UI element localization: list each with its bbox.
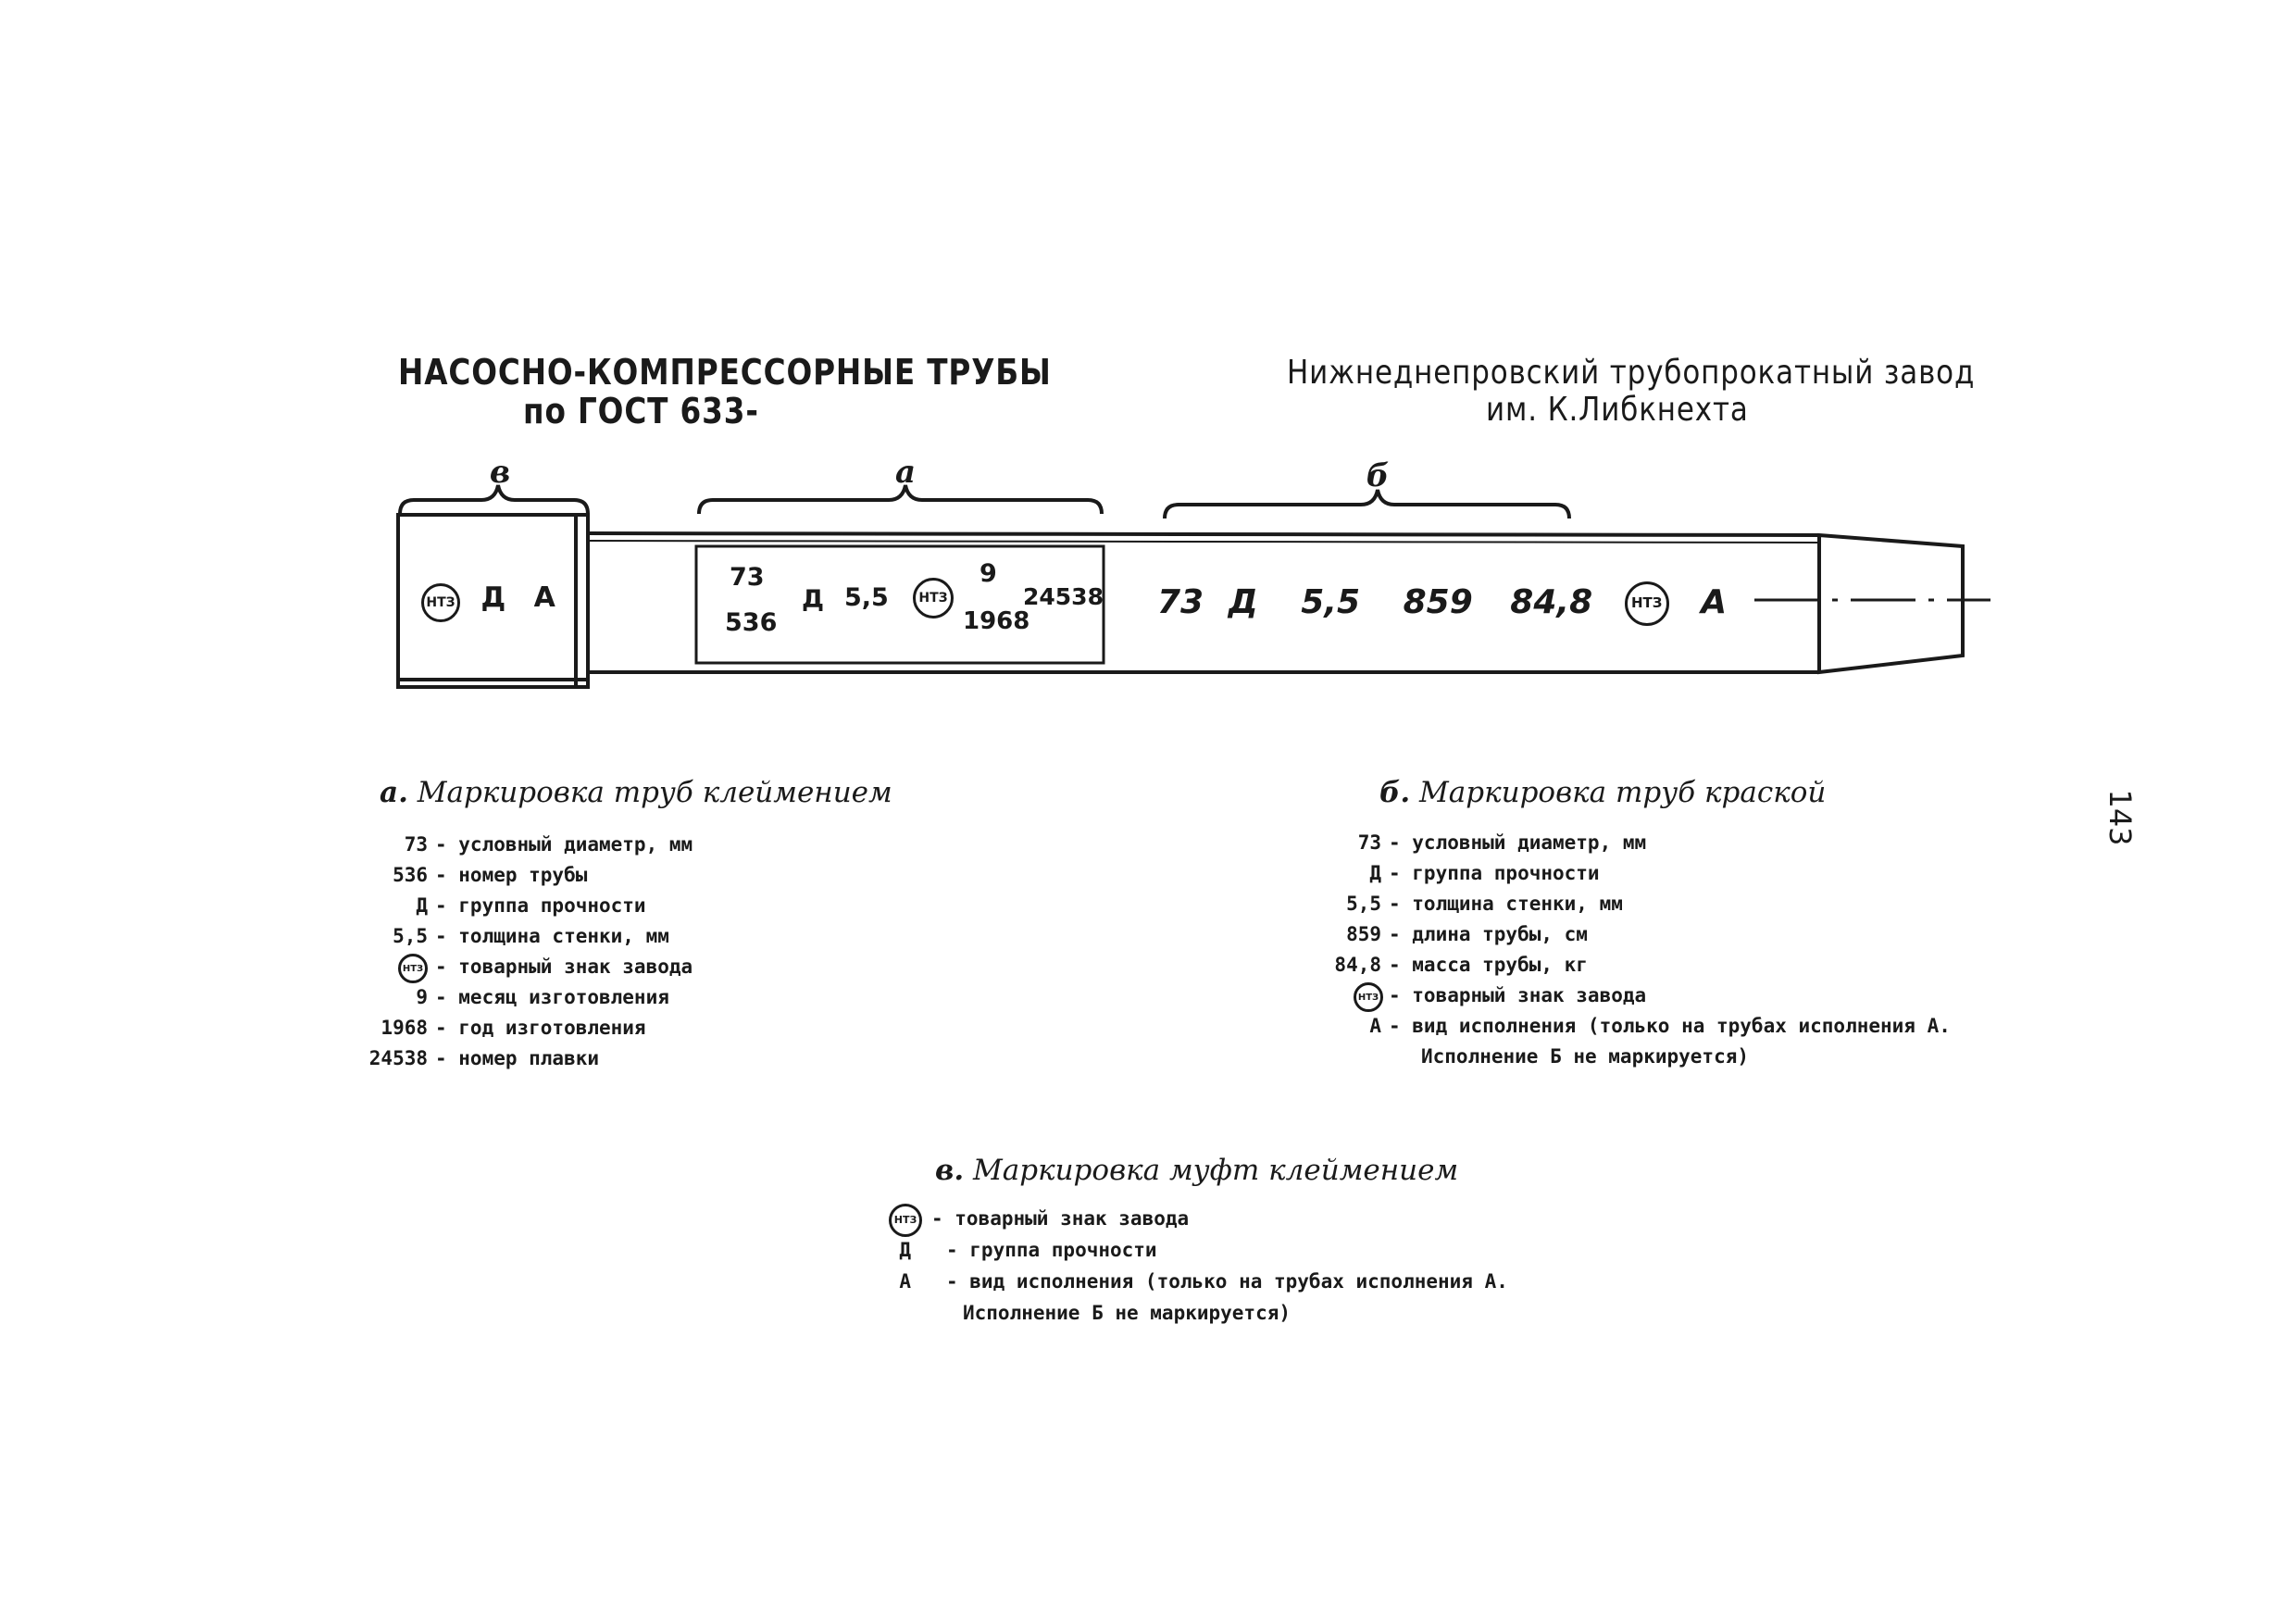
section-b-title-text: Маркировка труб краской [1419, 776, 1827, 809]
paint-group: Д [1228, 583, 1258, 621]
pipe-end-taper [1819, 535, 1963, 672]
stamp-month: 9 [980, 559, 997, 588]
section-a-title [380, 776, 892, 809]
coupling-marks [421, 581, 555, 622]
plant-logo-icon: НТЗ [1625, 581, 1669, 626]
section-v-letter: в. [935, 1154, 965, 1187]
page-number: 143 [2103, 789, 2138, 846]
section-v-title [935, 1154, 1458, 1187]
product-title-line2: по ГОСТ 633- [523, 391, 759, 431]
section-b-title [1379, 776, 1826, 809]
brace-label-paint: б [1366, 457, 1390, 494]
pipe-top-edge [588, 533, 1819, 535]
plant-logo-icon: НТЗ [421, 583, 460, 622]
stamp-heat: 24538 [1023, 583, 1104, 610]
paint-diameter: 73 [1157, 583, 1204, 621]
section-a-letter: а. [380, 776, 408, 809]
paint-execution: А [1701, 583, 1728, 621]
stamp-wall: 5,5 [844, 583, 889, 612]
plant-name-line1: Нижнеднепровский трубопрокатный завод [1287, 354, 1976, 392]
product-title-line1: НАСОСНО-КОМПРЕССОРНЫЕ ТРУБЫ [398, 352, 1052, 393]
plant-logo-icon: НТЗ [889, 1204, 922, 1237]
paint-length: 859 [1403, 583, 1473, 621]
stamp-group: Д [802, 585, 825, 614]
section-v-legend: НТЗ - товарный знак завода Д - группа прочности А - вид исполнения (только на трубах исполнения А. Исполнение Б не маркируется) [889, 1204, 1592, 1343]
stamp-year: 1968 [963, 607, 1030, 635]
section-b-legend: 73 - условный диаметр, мм Д - группа прочности 5,5 - толщина стенки, мм 859 - длина трубы, см 84,8 - масса трубы, кг НТЗ - товарный знак завода А - вид исполнения (только на трубах исполнения А. Исполнение Б не маркируется) [1334, 831, 1951, 1068]
paint-mass: 84,8 [1510, 583, 1593, 621]
coupling-group: Д [480, 581, 506, 614]
stamp-pipe-number: 536 [725, 608, 778, 637]
brace-label-coupling: в [489, 454, 511, 491]
section-v-title-text: Маркировка муфт клеймением [973, 1154, 1459, 1187]
plant-logo-icon: НТЗ [1354, 982, 1383, 1012]
brace-label-stamp: а [894, 454, 917, 491]
section-b-letter: б. [1379, 776, 1411, 809]
coupling-execution: А [533, 581, 555, 614]
section-a-legend: 73 - условный диаметр, мм 536 - номер трубы Д - группа прочности 5,5 - толщина стенки, мм НТЗ - товарный знак завода 9 - месяц изготовления 1968 - год изготовления 24538 - номер плавки [368, 833, 693, 1069]
plant-logo-icon: НТЗ [398, 954, 428, 983]
section-a-title-text: Маркировка труб клеймением [417, 776, 892, 809]
paint-wall: 5,5 [1301, 583, 1361, 621]
stamp-diameter: 73 [730, 563, 765, 592]
plant-logo-icon: НТЗ [913, 578, 954, 618]
plant-name-line2: им. К.Либкнехта [1486, 391, 1749, 429]
pipe-drawing [0, 0, 2296, 741]
paint-marks [1157, 581, 1727, 626]
